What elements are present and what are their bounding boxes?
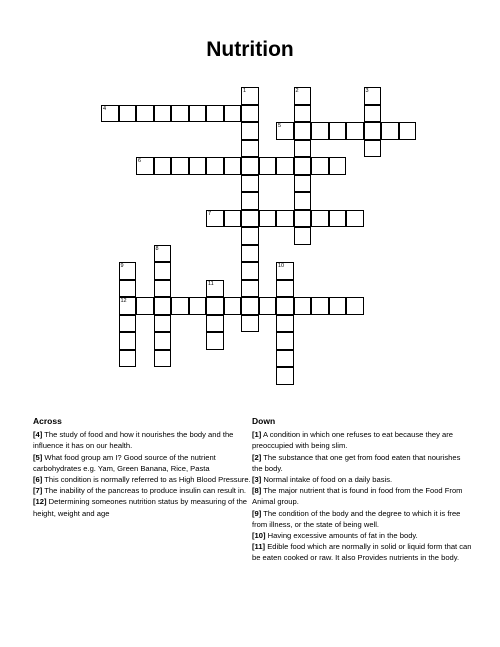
grid-cell[interactable] [206, 280, 224, 298]
cell-number: 9 [120, 263, 124, 269]
grid-cell[interactable] [276, 122, 294, 140]
grid-cell[interactable] [154, 262, 172, 280]
grid-cell[interactable] [294, 157, 312, 175]
grid-cell[interactable] [364, 105, 382, 123]
grid-cell[interactable] [241, 245, 259, 263]
grid-cell[interactable] [206, 332, 224, 350]
grid-cell[interactable] [399, 122, 417, 140]
grid-cell[interactable] [119, 280, 137, 298]
grid-cell[interactable] [276, 315, 294, 333]
clue-down-8: [8] The major nutrient that is found in food from the Food From Animal group. [252, 486, 463, 507]
across-heading: Across [33, 416, 62, 426]
grid-cell[interactable] [311, 297, 329, 315]
clue-across-12: [12] Determining someones nutrition status by measuring of the height, weight and age [33, 497, 248, 518]
grid-cell[interactable] [154, 332, 172, 350]
grid-cell[interactable] [101, 105, 119, 123]
grid-cell[interactable] [171, 297, 189, 315]
grid-cell[interactable] [241, 87, 259, 105]
grid-cell[interactable] [206, 210, 224, 228]
grid-cell[interactable] [241, 297, 259, 315]
grid-cell[interactable] [311, 210, 329, 228]
clue-down-1: [1] A condition in which one refuses to eat because they are preoccupied with being slim. [252, 430, 453, 451]
grid-cell[interactable] [241, 280, 259, 298]
grid-cell[interactable] [136, 157, 154, 175]
grid-cell[interactable] [241, 157, 259, 175]
grid-cell[interactable] [189, 157, 207, 175]
clue-down-9: [9] The condition of the body and the degree to which it is free from illness, or the state of being well. [252, 508, 461, 529]
grid-cell[interactable] [276, 297, 294, 315]
grid-cell[interactable] [294, 297, 312, 315]
grid-cell[interactable] [346, 297, 364, 315]
cell-number: 3 [365, 88, 369, 94]
grid-cell[interactable] [241, 315, 259, 333]
grid-cell[interactable] [241, 227, 259, 245]
grid-cell[interactable] [224, 157, 242, 175]
grid-cell[interactable] [189, 297, 207, 315]
clue-across-7: [7] The inability of the pancreas to produce insulin can result in. [33, 486, 247, 496]
cell-number: 6 [138, 158, 142, 164]
grid-cell[interactable] [241, 140, 259, 158]
grid-cell[interactable] [276, 332, 294, 350]
grid-cell[interactable] [276, 280, 294, 298]
grid-cell[interactable] [154, 157, 172, 175]
grid-cell[interactable] [346, 122, 364, 140]
cell-number: 1 [243, 88, 247, 94]
grid-cell[interactable] [154, 350, 172, 368]
grid-cell[interactable] [206, 297, 224, 315]
cell-number: 5 [278, 123, 282, 129]
clue-down-2: [2] The substance that one get from food eaten that nourishes the body. [252, 452, 461, 473]
down-heading: Down [252, 416, 276, 426]
cell-number: 8 [155, 245, 159, 252]
across-clues [33, 416, 251, 519]
page-title: Nutrition [206, 38, 294, 61]
grid-cell[interactable] [294, 105, 312, 123]
grid-cell[interactable] [259, 157, 277, 175]
grid-cell[interactable] [224, 210, 242, 228]
clue-down-10: [10] Having excessive amounts of fat in the body. [252, 531, 418, 541]
grid-cell[interactable] [206, 315, 224, 333]
grid-cell[interactable] [241, 192, 259, 210]
grid-cell[interactable] [329, 210, 347, 228]
grid-cell[interactable] [189, 105, 207, 123]
grid-cell[interactable] [276, 157, 294, 175]
grid-cell[interactable] [224, 105, 242, 123]
grid-cell[interactable] [119, 262, 137, 280]
grid-cell[interactable] [364, 87, 382, 105]
grid-cell[interactable] [171, 105, 189, 123]
cell-number: 10 [278, 263, 285, 269]
clue-across-6: [6] This condition is normally referred to as High Blood Pressure. [33, 475, 251, 485]
cell-number: 4 [103, 105, 107, 112]
grid-cell[interactable] [241, 262, 259, 280]
grid-cell[interactable] [311, 157, 329, 175]
grid-cell[interactable] [154, 105, 172, 123]
cell-number: 2 [295, 88, 299, 94]
grid-cell[interactable] [276, 350, 294, 368]
grid-cell[interactable] [294, 175, 312, 193]
grid-cell[interactable] [259, 210, 277, 228]
grid-cell[interactable] [241, 210, 259, 228]
grid-cell[interactable] [311, 122, 329, 140]
down-clues [252, 416, 472, 564]
grid-cell[interactable] [276, 262, 294, 280]
grid-cell[interactable] [329, 157, 347, 175]
grid-cell[interactable] [241, 175, 259, 193]
grid-cell[interactable] [136, 297, 154, 315]
grid-cell[interactable] [119, 350, 137, 368]
grid-cell[interactable] [224, 297, 242, 315]
grid-cell[interactable] [119, 297, 137, 315]
grid-cell[interactable] [171, 157, 189, 175]
grid-cell[interactable] [364, 122, 382, 140]
grid-cell[interactable] [206, 157, 224, 175]
grid-cell[interactable] [346, 210, 364, 228]
cell-number: 12 [120, 298, 127, 304]
grid-cell[interactable] [241, 122, 259, 140]
cell-number: 7 [208, 210, 212, 217]
grid-cell[interactable] [154, 315, 172, 333]
grid-cell[interactable] [119, 315, 137, 333]
grid-cell[interactable] [154, 245, 172, 263]
grid-cell[interactable] [381, 122, 399, 140]
grid-cell[interactable] [364, 140, 382, 158]
grid-cell[interactable] [294, 122, 312, 140]
grid-cell[interactable] [294, 192, 312, 210]
clue-across-5: [5] What food group am I? Good source of the nutrient carbohydrates e.g. Yam, Green Banana, Rice, Pasta [33, 452, 216, 473]
grid-cell[interactable] [119, 105, 137, 123]
grid-cell[interactable] [294, 140, 312, 158]
grid-cell[interactable] [259, 297, 277, 315]
clue-across-4: [4] The study of food and how it nourishes the body and the influence it has on our health. [33, 430, 234, 451]
cell-number: 11 [208, 280, 214, 287]
grid-cell[interactable] [119, 332, 137, 350]
grid-cell[interactable] [294, 227, 312, 245]
grid-cell[interactable] [294, 87, 312, 105]
grid-cell[interactable] [276, 210, 294, 228]
grid-cell[interactable] [136, 105, 154, 123]
grid-cell[interactable] [241, 105, 259, 123]
grid-cell[interactable] [154, 297, 172, 315]
grid-cell[interactable] [329, 122, 347, 140]
grid-cell[interactable] [294, 210, 312, 228]
grid-cell[interactable] [329, 297, 347, 315]
clue-down-11: [11] Edible food which are normally in solid or liquid form that can be eaten cooked or raw. It also Provides nutrients in the body. [252, 542, 472, 563]
grid-cell[interactable] [206, 105, 224, 123]
grid-cell[interactable] [276, 367, 294, 385]
clue-down-3: [3] Normal intake of food on a daily basis. [252, 475, 393, 485]
grid-cell[interactable] [154, 280, 172, 298]
